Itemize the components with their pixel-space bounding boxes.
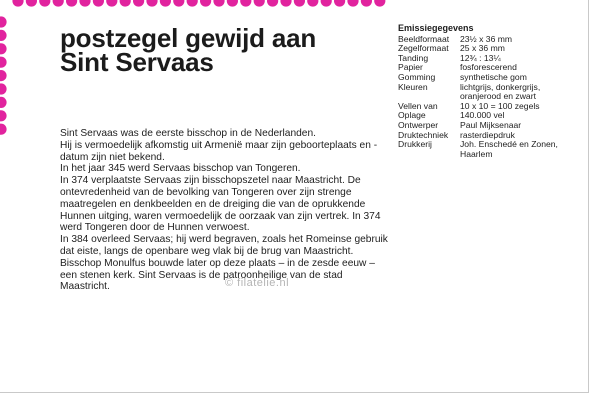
perforation-hole [347, 0, 358, 7]
spec-label: Zegelformaat [398, 43, 449, 54]
perforation-hole [361, 0, 372, 7]
perforation-hole [227, 0, 238, 7]
perforation-hole [374, 0, 385, 7]
paragraph: In het jaar 345 werd Servaas bisschop van Tongeren. [60, 163, 301, 175]
perforation-hole [53, 0, 64, 7]
title-line-2: Sint Servaas [60, 47, 214, 77]
spec-label: Druktechniek [398, 129, 449, 140]
perforation-hole [0, 30, 7, 41]
watermark: © filatelie.nl [225, 277, 290, 289]
perforation-hole [39, 0, 50, 7]
perforation-hole [160, 0, 171, 7]
perforation-hole [321, 0, 332, 7]
perforation-hole [0, 70, 7, 81]
emission-details [398, 24, 583, 159]
perforation-hole [146, 0, 157, 7]
spec-value: Paul Mijksenaar [460, 119, 522, 130]
spec-value: 25 x 36 mm [460, 43, 505, 54]
spec-value: lichtgrijs, donkergrijs, oranjerood en zwart [460, 81, 541, 102]
perforation-hole [0, 124, 7, 135]
perforation-hole [200, 0, 211, 7]
spec-row [398, 83, 583, 102]
perforation-hole [187, 0, 198, 7]
perforation-left [0, 0, 11, 140]
spec-row [398, 140, 583, 159]
perforation-hole [93, 0, 104, 7]
perforation-hole [120, 0, 131, 7]
perforation-hole [0, 110, 7, 121]
spec-label: Ontwerper [398, 119, 439, 130]
perforation-hole [0, 57, 7, 68]
perforation-hole [240, 0, 251, 7]
spec-value: rasterdiepdruk [460, 129, 515, 140]
perforation-hole [307, 0, 318, 7]
spec-label: Vellen van [398, 100, 438, 111]
perforation-hole [26, 0, 37, 7]
perforation-hole [0, 43, 7, 54]
spec-label: Papier [398, 62, 423, 73]
perforation-hole [0, 97, 7, 108]
spec-value: 23½ x 36 mm [460, 33, 513, 44]
perforation-hole [334, 0, 345, 7]
perforation-hole [66, 0, 77, 7]
perforation-hole [106, 0, 117, 7]
perforation-hole [0, 16, 7, 27]
spec-value: 10 x 10 = 100 zegels [460, 100, 540, 111]
perforation-hole [133, 0, 144, 7]
perforation-hole [254, 0, 265, 7]
spec-label: Drukkerij [398, 139, 432, 150]
spec-value: fosforescerend [460, 62, 517, 73]
perforation-hole [79, 0, 90, 7]
perforation-top [0, 0, 390, 10]
title-line-1: postzegel gewijd aan [60, 23, 317, 53]
page-title [60, 23, 317, 77]
perforation-hole [213, 0, 224, 7]
perforation-hole [267, 0, 278, 7]
paragraph: Bisschop Monulfus bouwde later op deze plaats – in de zesde eeuw – een stenen kerk. Sint Servaas is de patroonheilige van de stad Maastricht. [60, 257, 375, 293]
spec-label: Beeldformaat [398, 33, 450, 44]
perforation-hole [173, 0, 184, 7]
spec-label: Gomming [398, 71, 436, 82]
spec-value: synthetische gom [460, 71, 527, 82]
spec-label: Tanding [398, 52, 429, 63]
paragraph: Sint Servaas was de eerste bisschop in de Nederlanden. [60, 128, 316, 139]
spec-label: Oplage [398, 110, 426, 121]
spec-label: Kleuren [398, 81, 428, 92]
description-text [60, 128, 390, 293]
paragraph: Hij is vermoedelijk afkomstig uit Armenië maar zijn geboorteplaats en -datum zijn niet bekend. [60, 139, 378, 163]
perforation-hole [0, 83, 7, 94]
perforation-hole [294, 0, 305, 7]
paragraph: In 384 overleed Servaas; hij werd begraven, zoals het Romeinse gebruik dat eiste, langs de openbare weg vlak bij de brug van Maastricht. [60, 234, 388, 257]
perforation-hole [280, 0, 291, 7]
spec-value: 140.000 vel [460, 110, 505, 121]
emission-details-title: Emissiegegevens [398, 23, 474, 33]
perforation-hole [12, 0, 23, 7]
spec-value: Joh. Enschedé en Zonen, Haarlem [460, 139, 558, 159]
paragraph: In 374 verplaatste Servaas zijn bisschopszetel naar Maastricht. De ontevredenheid van de bevolking van Tongeren over zijn strenge maatregelen en denkbeelden en de dreiging die van de oprukkende Hunnen uitging, waren vermoedelijk de oorzaak van zijn vertrek. In 374 werd Tongeren door de Hunnen verwoest. [60, 175, 381, 234]
spec-value: 12¾ : 13¼ [460, 52, 501, 63]
